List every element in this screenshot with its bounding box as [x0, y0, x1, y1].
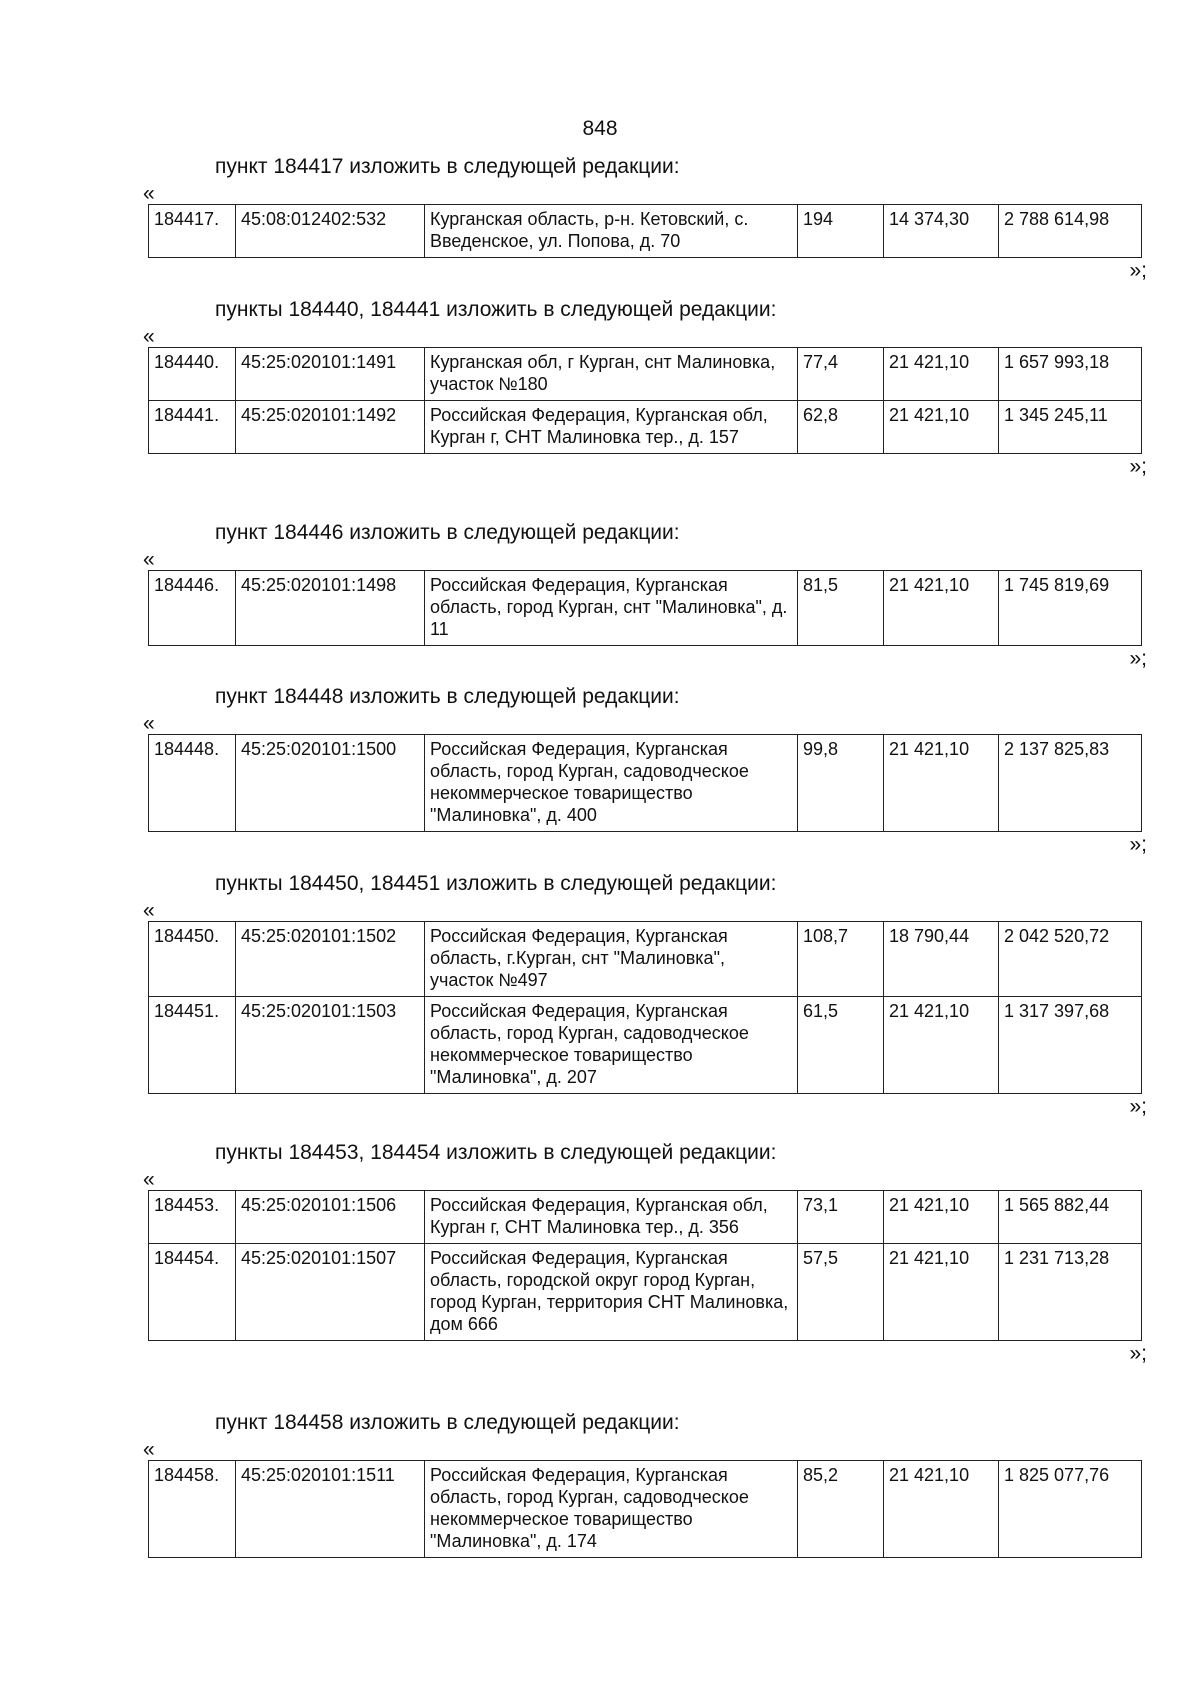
- closing-quote: »;: [1129, 1342, 1147, 1365]
- area-cell: 108,7: [798, 922, 884, 997]
- cadastral-number-cell: 45:25:020101:1500: [236, 735, 425, 832]
- table-row: [149, 922, 1142, 997]
- entry-number-cell: 184450.: [149, 922, 236, 997]
- value-cell: 1 657 993,18: [999, 348, 1142, 401]
- area-cell: 61,5: [798, 997, 884, 1094]
- closing-quote: »;: [1129, 259, 1147, 282]
- cadastral-number-cell: 45:25:020101:1507: [236, 1244, 425, 1341]
- amendment-heading: пункты 184453, 184454 изложить в следующей редакции:: [215, 1141, 777, 1164]
- value-cell: 1 345 245,11: [999, 401, 1142, 454]
- opening-quote: «: [143, 1168, 155, 1191]
- value-cell: 1 317 397,68: [999, 997, 1142, 1094]
- table-row: [149, 735, 1142, 832]
- amendment-heading: пункты 184440, 184441 изложить в следующей редакции:: [215, 298, 777, 321]
- cadastral-number-cell: 45:25:020101:1498: [236, 571, 425, 646]
- opening-quote: «: [143, 182, 155, 205]
- table-row: [149, 348, 1142, 401]
- amendment-heading: пункт 184448 изложить в следующей редакции:: [215, 685, 680, 708]
- entry-number-cell: 184453.: [149, 1191, 236, 1244]
- cadastral-number-cell: 45:25:020101:1511: [236, 1461, 425, 1558]
- closing-quote: »;: [1129, 833, 1147, 856]
- value-cell: 2 042 520,72: [999, 922, 1142, 997]
- entries-table: [148, 347, 1142, 454]
- area-cell: 62,8: [798, 401, 884, 454]
- address-cell: Российская Федерация, Курганская обл, Курган г, СНТ Малиновка тер., д. 356: [425, 1191, 798, 1244]
- table-row: [149, 401, 1142, 454]
- value-cell: 2 788 614,98: [999, 205, 1142, 258]
- value-cell: 2 137 825,83: [999, 735, 1142, 832]
- entry-number-cell: 184441.: [149, 401, 236, 454]
- area-cell: 194: [798, 205, 884, 258]
- area-cell: 57,5: [798, 1244, 884, 1341]
- address-cell: Российская Федерация, Курганская область, город Курган, садоводческое некоммерческое товарищество "Малиновка", д. 207: [425, 997, 798, 1094]
- amendment-heading: пункты 184450, 184451 изложить в следующей редакции:: [215, 872, 777, 895]
- entries-table: [148, 734, 1142, 832]
- value-cell: 1 231 713,28: [999, 1244, 1142, 1341]
- value-cell: 1 745 819,69: [999, 571, 1142, 646]
- table-row: [149, 571, 1142, 646]
- rate-cell: 21 421,10: [884, 735, 999, 832]
- rate-cell: 21 421,10: [884, 571, 999, 646]
- rate-cell: 21 421,10: [884, 401, 999, 454]
- address-cell: Российская Федерация, Курганская обл, Курган г, СНТ Малиновка тер., д. 157: [425, 401, 798, 454]
- cadastral-number-cell: 45:25:020101:1506: [236, 1191, 425, 1244]
- entry-number-cell: 184440.: [149, 348, 236, 401]
- entry-number-cell: 184451.: [149, 997, 236, 1094]
- address-cell: Российская Федерация, Курганская область, городской округ город Курган, город Курган, территория СНТ Малиновка, дом 666: [425, 1244, 798, 1341]
- cadastral-number-cell: 45:25:020101:1491: [236, 348, 425, 401]
- entry-number-cell: 184417.: [149, 205, 236, 258]
- area-cell: 81,5: [798, 571, 884, 646]
- amendment-heading: пункт 184458 изложить в следующей редакции:: [215, 1411, 680, 1434]
- cadastral-number-cell: 45:08:012402:532: [236, 205, 425, 258]
- table-row: [149, 205, 1142, 258]
- page-number: 848: [582, 117, 618, 140]
- value-cell: 1 565 882,44: [999, 1191, 1142, 1244]
- value-cell: 1 825 077,76: [999, 1461, 1142, 1558]
- rate-cell: 21 421,10: [884, 997, 999, 1094]
- table-row: [149, 1244, 1142, 1341]
- address-cell: Российская Федерация, Курганская область, город Курган, садоводческое некоммерческое товарищество "Малиновка", д. 400: [425, 735, 798, 832]
- rate-cell: 21 421,10: [884, 1461, 999, 1558]
- entry-number-cell: 184446.: [149, 571, 236, 646]
- entries-table: [148, 1460, 1142, 1558]
- closing-quote: »;: [1129, 455, 1147, 478]
- closing-quote: »;: [1129, 647, 1147, 670]
- address-cell: Российская Федерация, Курганская область, город Курган, снт "Малиновка", д. 11: [425, 571, 798, 646]
- address-cell: Курганская область, р-н. Кетовский, с. Введенское, ул. Попова, д. 70: [425, 205, 798, 258]
- entry-number-cell: 184454.: [149, 1244, 236, 1341]
- area-cell: 73,1: [798, 1191, 884, 1244]
- opening-quote: «: [143, 325, 155, 348]
- address-cell: Российская Федерация, Курганская область, г.Курган, снт "Малиновка", участок №497: [425, 922, 798, 997]
- entries-table: [148, 1190, 1142, 1341]
- rate-cell: 21 421,10: [884, 1191, 999, 1244]
- amendment-heading: пункт 184417 изложить в следующей редакции:: [215, 155, 680, 178]
- table-row: [149, 1191, 1142, 1244]
- area-cell: 77,4: [798, 348, 884, 401]
- table-row: [149, 1461, 1142, 1558]
- rate-cell: 21 421,10: [884, 1244, 999, 1341]
- area-cell: 85,2: [798, 1461, 884, 1558]
- area-cell: 99,8: [798, 735, 884, 832]
- closing-quote: »;: [1129, 1095, 1147, 1118]
- cadastral-number-cell: 45:25:020101:1503: [236, 997, 425, 1094]
- entries-table: [148, 921, 1142, 1094]
- opening-quote: «: [143, 712, 155, 735]
- amendment-heading: пункт 184446 изложить в следующей редакции:: [215, 521, 680, 544]
- entries-table: [148, 204, 1142, 258]
- table-row: [149, 997, 1142, 1094]
- rate-cell: 21 421,10: [884, 348, 999, 401]
- opening-quote: «: [143, 548, 155, 571]
- opening-quote: «: [143, 1438, 155, 1461]
- entry-number-cell: 184458.: [149, 1461, 236, 1558]
- opening-quote: «: [143, 899, 155, 922]
- entry-number-cell: 184448.: [149, 735, 236, 832]
- rate-cell: 18 790,44: [884, 922, 999, 997]
- address-cell: Российская Федерация, Курганская область, город Курган, садоводческое некоммерческое товарищество "Малиновка", д. 174: [425, 1461, 798, 1558]
- cadastral-number-cell: 45:25:020101:1502: [236, 922, 425, 997]
- entries-table: [148, 570, 1142, 646]
- address-cell: Курганская обл, г Курган, снт Малиновка, участок №180: [425, 348, 798, 401]
- cadastral-number-cell: 45:25:020101:1492: [236, 401, 425, 454]
- rate-cell: 14 374,30: [884, 205, 999, 258]
